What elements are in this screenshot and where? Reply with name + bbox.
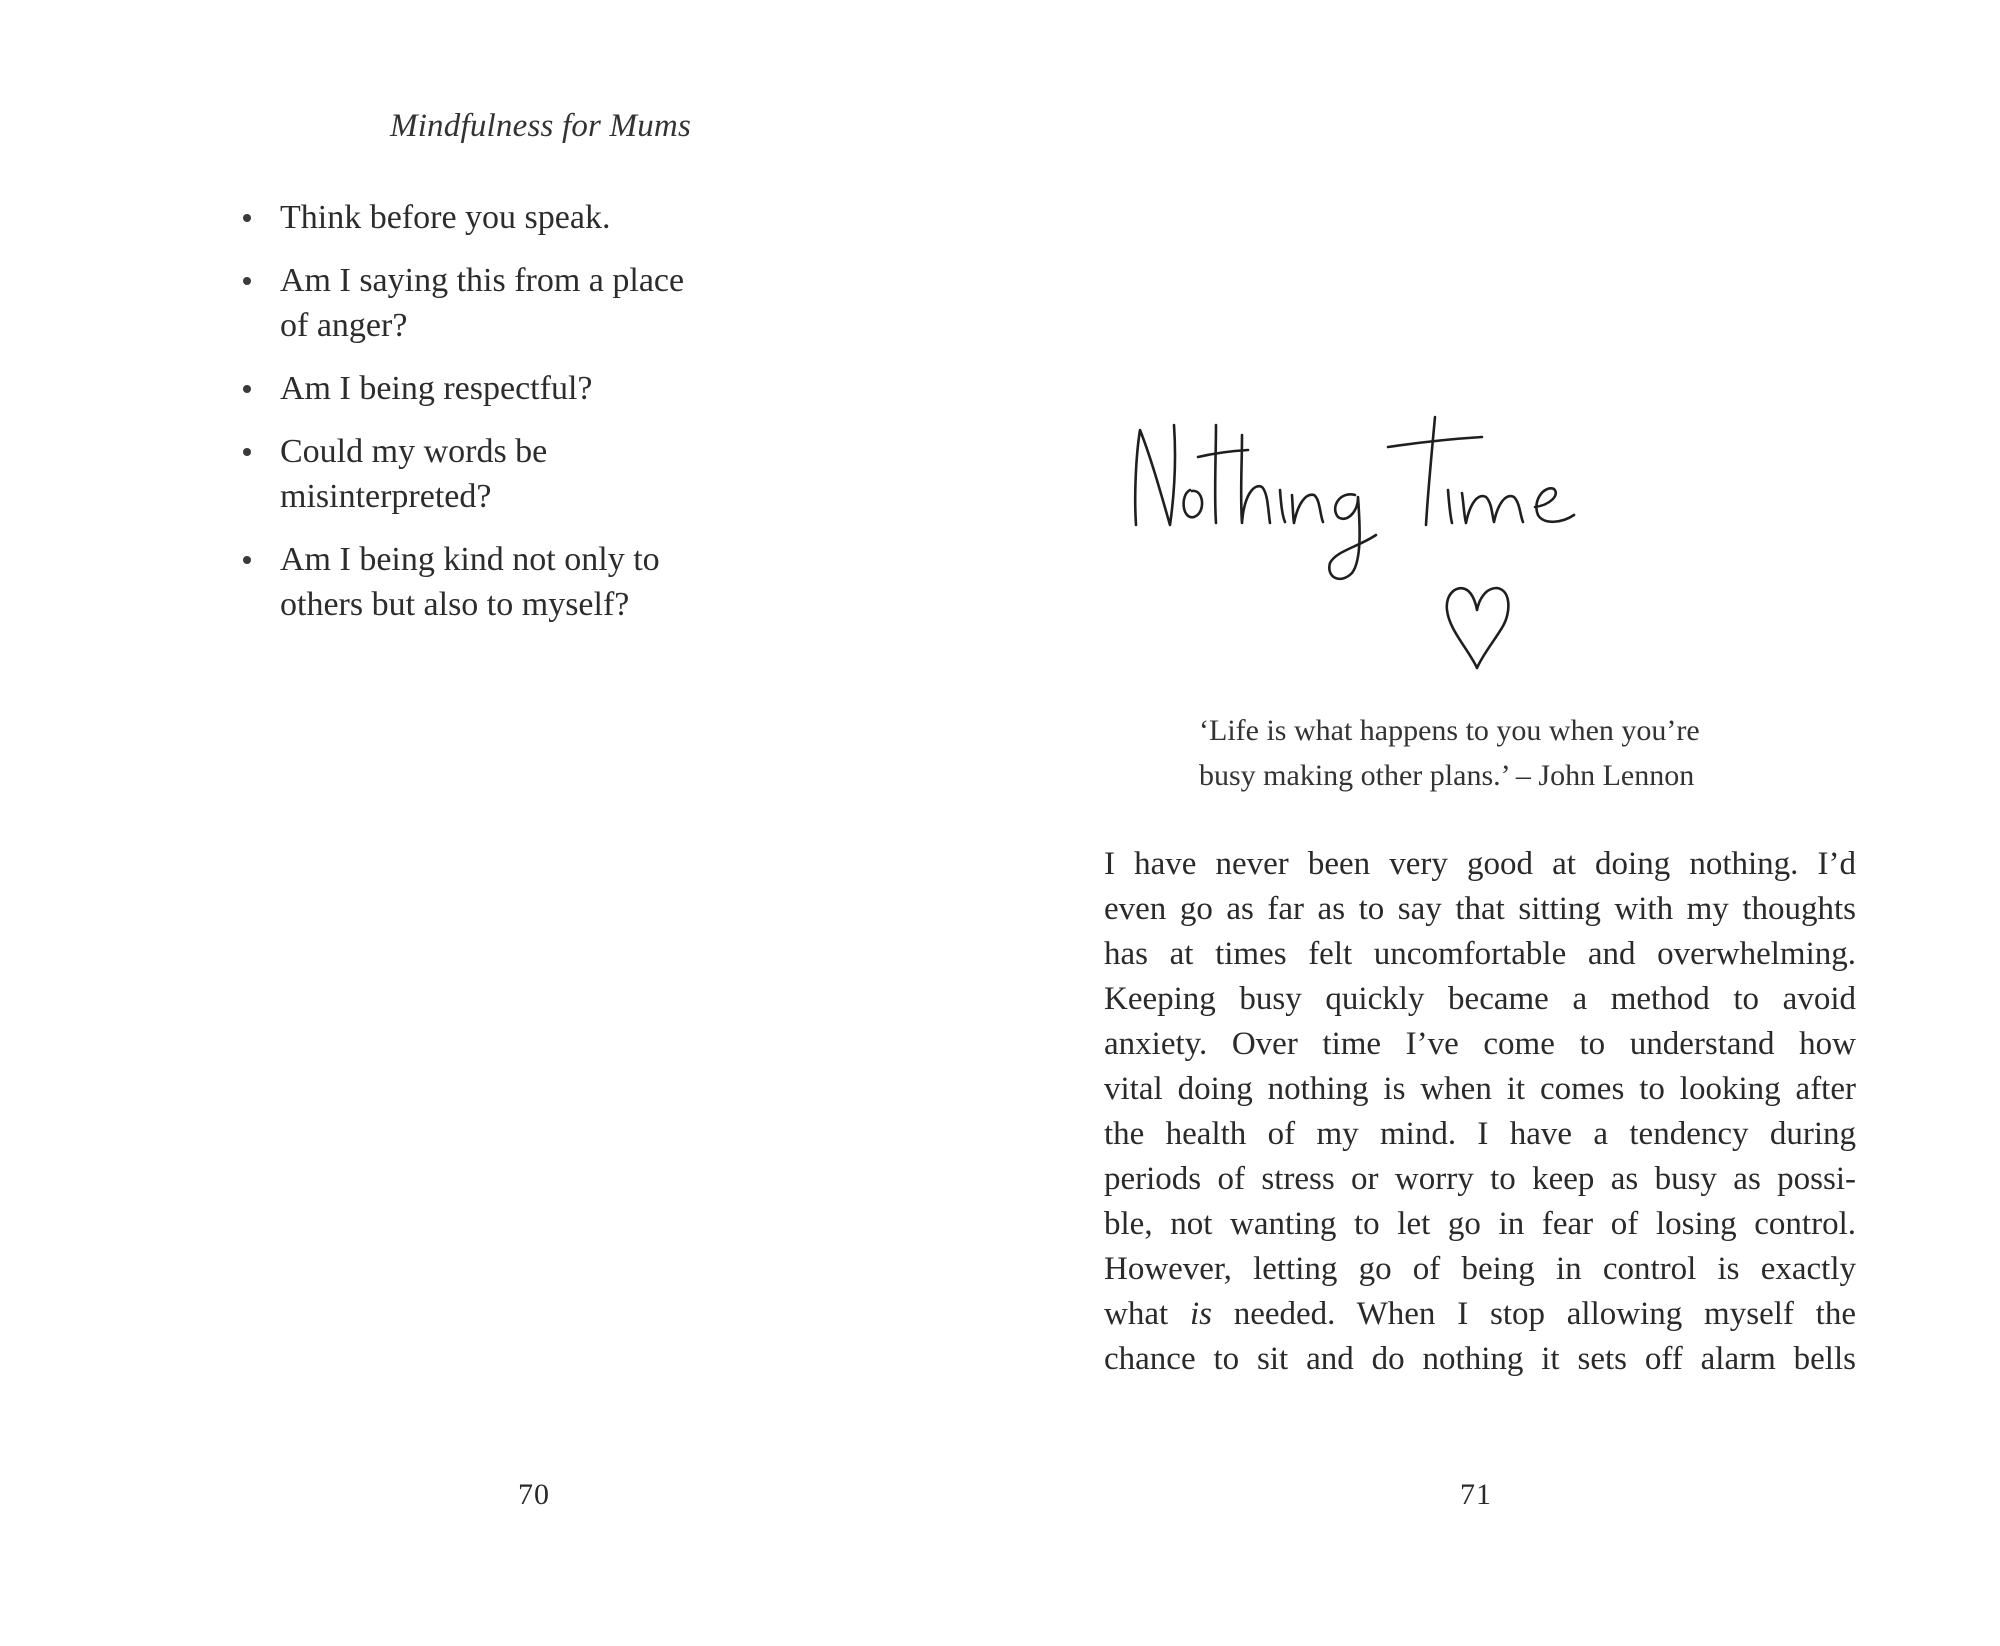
list-item-line: Am I being kind not only to (280, 541, 660, 578)
bullet-icon (243, 214, 251, 222)
list-item-line: Could my words be (280, 433, 548, 470)
bullet-icon (243, 385, 251, 393)
body-line-part: what (1104, 1296, 1190, 1332)
epigraph-line: ‘Life is what happens to you when you’re (1199, 714, 1700, 747)
handwritten-title (1130, 395, 1930, 695)
body-line: periods of stress or worry to keep as busy as possi- (1104, 1161, 1856, 1197)
list-item-line: Think before you speak. (280, 199, 611, 236)
body-line: anxiety. Over time I’ve come to understand how (1104, 1026, 1856, 1062)
body-line: even go as far as to say that sitting with my thoughts (1104, 891, 1856, 927)
bullet-icon (243, 448, 251, 456)
running-head: Mindfulness for Mums (390, 108, 691, 144)
body-line: I have never been very good at doing nothing. I’d (1104, 846, 1856, 882)
body-paragraph (1104, 842, 1856, 1382)
bullet-icon (243, 277, 251, 285)
heart-icon (1439, 580, 1515, 672)
body-line-part: needed. When I stop allowing myself the (1211, 1296, 1856, 1332)
list-item-line: of anger? (280, 307, 408, 344)
list-item-line: misinterpreted? (280, 478, 492, 515)
body-line: has at times felt uncomfortable and overwhelming. (1104, 936, 1856, 972)
epigraph (1199, 708, 1799, 798)
list-item-line: others but also to myself? (280, 586, 630, 623)
right-page (1000, 0, 2000, 1646)
list-item (236, 366, 756, 411)
page-number-left: 70 (518, 1478, 550, 1511)
epigraph-line: busy making other plans.’ – John Lennon (1199, 759, 1695, 792)
emphasis-word: is (1189, 1296, 1212, 1332)
body-line: ble, not wanting to let go in fear of losing control. (1104, 1206, 1856, 1242)
handwritten-title-drawing (1130, 395, 1930, 695)
body-line: However, letting go of being in control is exactly (1104, 1251, 1856, 1287)
body-line (1104, 1292, 1856, 1337)
body-line: vital doing nothing is when it comes to looking after (1104, 1071, 1856, 1107)
list-item-line: Am I saying this from a place (280, 262, 685, 299)
page-number-right: 71 (1460, 1478, 1492, 1511)
body-line: Keeping busy quickly became a method to avoid (1104, 981, 1856, 1017)
bullet-icon (243, 556, 251, 564)
bullet-list (236, 195, 756, 645)
body-line: the health of my mind. I have a tendency during (1104, 1116, 1856, 1152)
list-item-line: Am I being respectful? (280, 370, 593, 407)
list-item (236, 195, 756, 240)
list-item (236, 429, 756, 519)
body-line: chance to sit and do nothing it sets off alarm bells (1104, 1341, 1856, 1377)
list-item (236, 537, 756, 627)
list-item (236, 258, 756, 348)
